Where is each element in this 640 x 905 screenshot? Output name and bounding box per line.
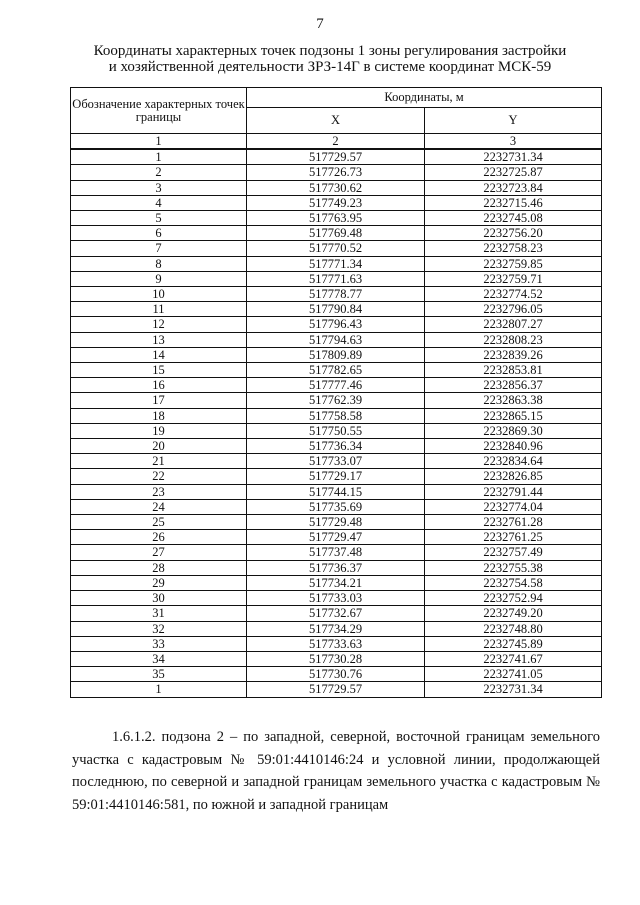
point-number-cell: 28: [71, 560, 247, 575]
y-coordinate-cell: 2232774.52: [425, 287, 602, 302]
x-coordinate-cell: 517794.63: [247, 332, 425, 347]
scan-bottom-edge: [0, 888, 640, 905]
x-coordinate-cell: 517737.48: [247, 545, 425, 560]
table-row: [71, 256, 602, 271]
point-number-cell: 16: [71, 378, 247, 393]
point-number-cell: 22: [71, 469, 247, 484]
table-row: [71, 575, 602, 590]
table-row: [71, 545, 602, 560]
y-coordinate-cell: 2232741.67: [425, 651, 602, 666]
y-coordinate-cell: 2232761.25: [425, 530, 602, 545]
table-row: [71, 682, 602, 697]
point-number-cell: 34: [71, 651, 247, 666]
x-coordinate-cell: 517733.63: [247, 636, 425, 651]
point-number-cell: 20: [71, 439, 247, 454]
point-number-cell: 3: [71, 180, 247, 195]
x-coordinate-cell: 517744.15: [247, 484, 425, 499]
x-coordinate-cell: 517769.48: [247, 226, 425, 241]
x-coordinate-cell: 517777.46: [247, 378, 425, 393]
table-title-line-2: и хозяйственной деятельности ЗРЗ-14Г в системе координат МСК-59: [108, 59, 552, 75]
x-coordinate-cell: 517763.95: [247, 211, 425, 226]
x-coordinate-cell: 517796.43: [247, 317, 425, 332]
point-number-cell: 29: [71, 575, 247, 590]
table-row: [71, 347, 602, 362]
point-number-cell: 24: [71, 499, 247, 514]
y-coordinate-cell: 2232741.05: [425, 667, 602, 682]
x-coordinate-cell: 517736.37: [247, 560, 425, 575]
point-number-cell: 19: [71, 423, 247, 438]
x-coordinate-cell: 517730.28: [247, 651, 425, 666]
header-coordinates: Координаты, м: [247, 88, 602, 108]
y-coordinate-cell: 2232756.20: [425, 226, 602, 241]
x-coordinate-cell: 517733.03: [247, 591, 425, 606]
body-paragraph: 1.6.1.2. подзона 2 – по западной, северной, восточной границам земельного участка с кадастровым № 59:01:4410146:24 и условной линии, продолжающей последнюю, по северной и западной границам земельного участка с кадастровым № 59:01:4410146:581, по южной и западной границам: [72, 729, 600, 813]
x-coordinate-cell: 517762.39: [247, 393, 425, 408]
coordinates-table: [70, 87, 602, 698]
point-number-cell: 18: [71, 408, 247, 423]
table-row: [71, 226, 602, 241]
y-coordinate-cell: 2232796.05: [425, 302, 602, 317]
x-coordinate-cell: 517729.57: [247, 149, 425, 165]
point-number-cell: 31: [71, 606, 247, 621]
table-row: [71, 560, 602, 575]
y-coordinate-cell: 2232774.04: [425, 499, 602, 514]
point-number-cell: 11: [71, 302, 247, 317]
table-row: [71, 211, 602, 226]
y-coordinate-cell: 2232757.49: [425, 545, 602, 560]
table-row: [71, 287, 602, 302]
table-row: [71, 606, 602, 621]
header-point-designation: Обозначение характерных точек границы: [71, 88, 247, 134]
point-number-cell: 30: [71, 591, 247, 606]
table-row: [71, 454, 602, 469]
table-row: [71, 302, 602, 317]
point-number-cell: 2: [71, 165, 247, 180]
table-row: [71, 378, 602, 393]
point-number-cell: 10: [71, 287, 247, 302]
point-number-cell: 15: [71, 363, 247, 378]
y-coordinate-cell: 2232748.80: [425, 621, 602, 636]
y-coordinate-cell: 2232865.15: [425, 408, 602, 423]
y-coordinate-cell: 2232731.34: [425, 682, 602, 697]
column-number: 2: [247, 134, 425, 150]
table-row: [71, 499, 602, 514]
y-coordinate-cell: 2232840.96: [425, 439, 602, 454]
point-number-cell: 13: [71, 332, 247, 347]
point-number-cell: 23: [71, 484, 247, 499]
table-row: [71, 393, 602, 408]
table-title: [60, 43, 600, 75]
table-row: [71, 363, 602, 378]
x-coordinate-cell: 517790.84: [247, 302, 425, 317]
y-coordinate-cell: 2232807.27: [425, 317, 602, 332]
y-coordinate-cell: 2232723.84: [425, 180, 602, 195]
table-row: [71, 423, 602, 438]
y-coordinate-cell: 2232754.58: [425, 575, 602, 590]
point-number-cell: 21: [71, 454, 247, 469]
point-number-cell: 1: [71, 149, 247, 165]
y-coordinate-cell: 2232759.71: [425, 271, 602, 286]
table-row: [71, 195, 602, 210]
point-number-cell: 7: [71, 241, 247, 256]
y-coordinate-cell: 2232755.38: [425, 560, 602, 575]
y-coordinate-cell: 2232752.94: [425, 591, 602, 606]
table-row: [71, 530, 602, 545]
x-coordinate-cell: 517782.65: [247, 363, 425, 378]
y-coordinate-cell: 2232791.44: [425, 484, 602, 499]
point-number-cell: 33: [71, 636, 247, 651]
point-number-cell: 8: [71, 256, 247, 271]
x-coordinate-cell: 517770.52: [247, 241, 425, 256]
point-number-cell: 6: [71, 226, 247, 241]
x-coordinate-cell: 517729.17: [247, 469, 425, 484]
table-row: [71, 651, 602, 666]
y-coordinate-cell: 2232761.28: [425, 515, 602, 530]
table-row: [71, 408, 602, 423]
x-coordinate-cell: 517730.76: [247, 667, 425, 682]
point-number-cell: 17: [71, 393, 247, 408]
x-coordinate-cell: 517758.58: [247, 408, 425, 423]
header-x: X: [247, 108, 425, 134]
table-row: [71, 317, 602, 332]
table-row: [71, 241, 602, 256]
column-number-row: [71, 134, 602, 150]
table-body: [71, 134, 602, 698]
column-number: 3: [425, 134, 602, 150]
table-row: [71, 165, 602, 180]
point-number-cell: 4: [71, 195, 247, 210]
point-number-cell: 35: [71, 667, 247, 682]
y-coordinate-cell: 2232869.30: [425, 423, 602, 438]
y-coordinate-cell: 2232826.85: [425, 469, 602, 484]
point-number-cell: 27: [71, 545, 247, 560]
x-coordinate-cell: 517730.62: [247, 180, 425, 195]
point-number-cell: 25: [71, 515, 247, 530]
table-row: [71, 149, 602, 165]
header-y: Y: [425, 108, 602, 134]
table-row: [71, 515, 602, 530]
table-row: [71, 667, 602, 682]
y-coordinate-cell: 2232853.81: [425, 363, 602, 378]
point-number-cell: 14: [71, 347, 247, 362]
x-coordinate-cell: 517771.63: [247, 271, 425, 286]
table-row: [71, 621, 602, 636]
x-coordinate-cell: 517771.34: [247, 256, 425, 271]
x-coordinate-cell: 517735.69: [247, 499, 425, 514]
y-coordinate-cell: 2232834.64: [425, 454, 602, 469]
table-title-line-1: Координаты характерных точек подзоны 1 зоны регулирования застройки: [93, 43, 567, 59]
x-coordinate-cell: 517729.47: [247, 530, 425, 545]
table-row: [71, 180, 602, 195]
x-coordinate-cell: 517729.48: [247, 515, 425, 530]
table-row: [71, 484, 602, 499]
x-coordinate-cell: 517734.21: [247, 575, 425, 590]
point-number-cell: 9: [71, 271, 247, 286]
y-coordinate-cell: 2232731.34: [425, 149, 602, 165]
y-coordinate-cell: 2232759.85: [425, 256, 602, 271]
table-row: [71, 591, 602, 606]
table-row: [71, 469, 602, 484]
page-number: 7: [316, 16, 324, 32]
column-number: 1: [71, 134, 247, 150]
point-number-cell: 1: [71, 682, 247, 697]
y-coordinate-cell: 2232758.23: [425, 241, 602, 256]
y-coordinate-cell: 2232839.26: [425, 347, 602, 362]
y-coordinate-cell: 2232725.87: [425, 165, 602, 180]
y-coordinate-cell: 2232856.37: [425, 378, 602, 393]
y-coordinate-cell: 2232749.20: [425, 606, 602, 621]
x-coordinate-cell: 517726.73: [247, 165, 425, 180]
y-coordinate-cell: 2232715.46: [425, 195, 602, 210]
x-coordinate-cell: 517736.34: [247, 439, 425, 454]
x-coordinate-cell: 517778.77: [247, 287, 425, 302]
x-coordinate-cell: 517749.23: [247, 195, 425, 210]
y-coordinate-cell: 2232745.89: [425, 636, 602, 651]
table-row: [71, 636, 602, 651]
y-coordinate-cell: 2232808.23: [425, 332, 602, 347]
point-number-cell: 26: [71, 530, 247, 545]
table-row: [71, 271, 602, 286]
table-row: [71, 332, 602, 347]
point-number-cell: 5: [71, 211, 247, 226]
y-coordinate-cell: 2232745.08: [425, 211, 602, 226]
x-coordinate-cell: 517809.89: [247, 347, 425, 362]
x-coordinate-cell: 517734.29: [247, 621, 425, 636]
point-number-cell: 32: [71, 621, 247, 636]
x-coordinate-cell: 517750.55: [247, 423, 425, 438]
point-number-cell: 12: [71, 317, 247, 332]
x-coordinate-cell: 517729.57: [247, 682, 425, 697]
table-row: [71, 439, 602, 454]
y-coordinate-cell: 2232863.38: [425, 393, 602, 408]
x-coordinate-cell: 517733.07: [247, 454, 425, 469]
x-coordinate-cell: 517732.67: [247, 606, 425, 621]
